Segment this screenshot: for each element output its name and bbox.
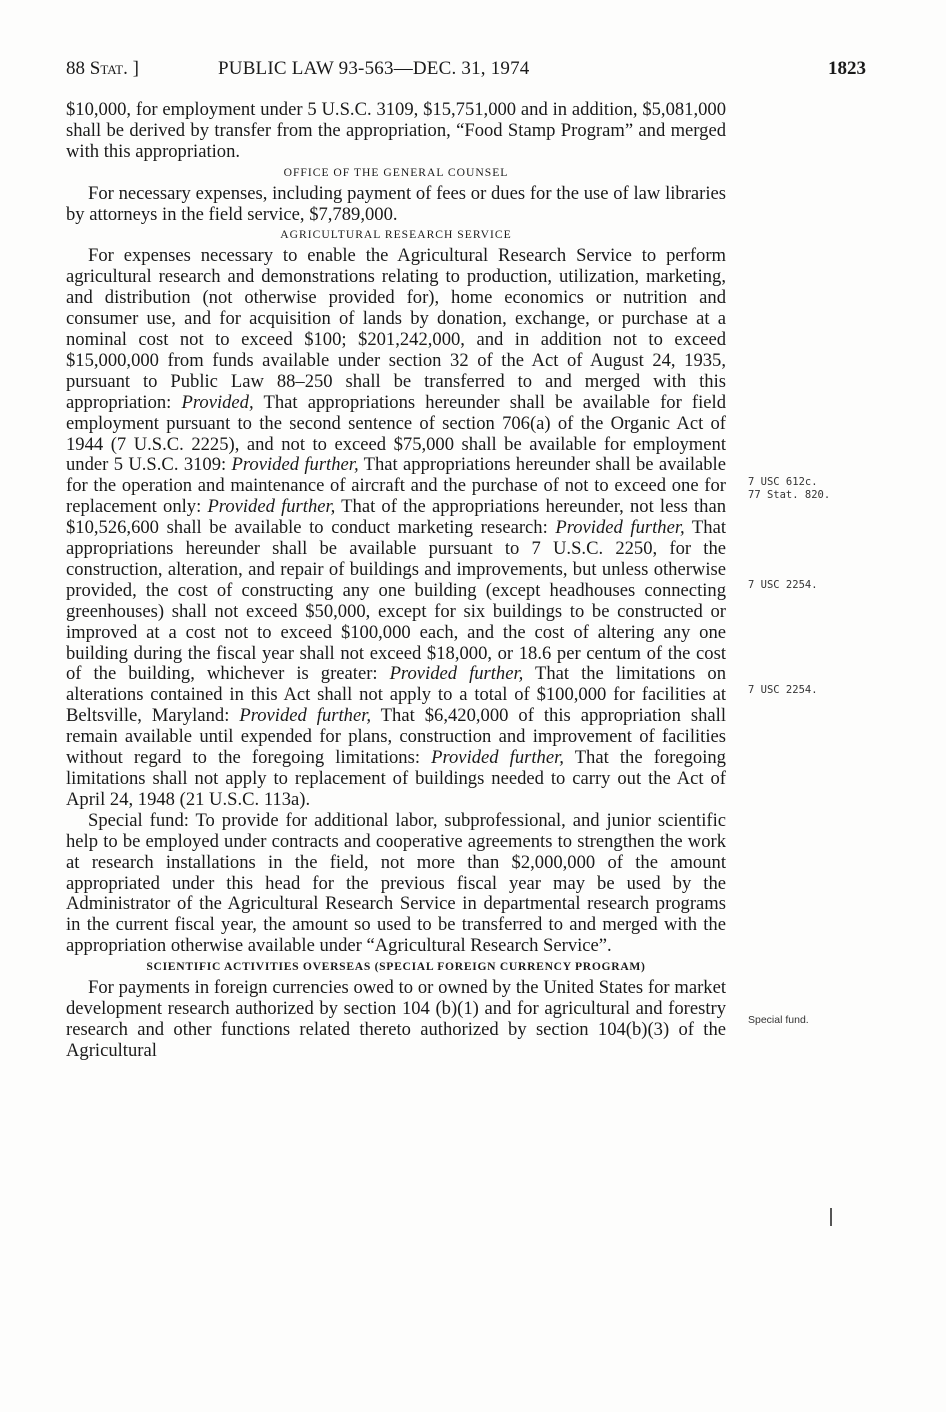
- page-number: 1823: [828, 58, 866, 79]
- margin-note-special-fund: Special fund.: [748, 1014, 809, 1026]
- paragraph-agricultural-research: [66, 246, 726, 810]
- margin-note-line: 7 USC 612c.: [748, 476, 818, 488]
- law-title: PUBLIC LAW 93-563—DEC. 31, 1974: [218, 58, 530, 79]
- text-run: That appropriations hereunder shall be available for field employment pursuant to the second sentence of section 706(a) of the Organic Act of 1944 (7 U.S.C. 2225), and not to exceed $75,000 shall be available for employment under 5 U.S.C. 3109:: [66, 391, 727, 476]
- statute-reference: 88 Stat. ]: [66, 58, 139, 79]
- margin-note-usc-2254: 7 USC 2254.: [748, 579, 818, 591]
- paragraph-general-counsel: For necessary expenses, including payment of fees or dues for the use of law libraries by attorneys in the field service, $7,789,000.: [66, 182, 726, 225]
- proviso-italic: Provided further,: [239, 705, 372, 727]
- paragraph-scientific-activities: For payments in foreign currencies owed to or owned by the United States for market development research authorized by section 104 (b)(1) and for agricultural and forestry research and other functions related thereto authorized by section 104(b)(3) of the Agricultural: [66, 977, 726, 1061]
- margin-note-usc-612c: [748, 476, 830, 502]
- print-mark: [830, 1208, 832, 1226]
- text-run: For expenses necessary to enable the Agricultural Research Service to perform agricultural research and demonstrations relating to production, utilization, marketing, and distribution (not otherwise provided for), home economics or nutrition and consumer use, and for acquisition of lands by donation, exchange, or purchase at a nominal cost not to exceed $100; $201,242,000, and in addition not to exceed $15,000,000 from funds available under section 32 of the Act of August 24, 1935, pursuant to Public Law 88–250 shall be transferred to and merged with this appropriation:: [66, 245, 726, 413]
- text-run: That $6,420,000 of this appropriation shall remain available until expended for plans, construction and improvement of facilities without regard to the foregoing limitations:: [66, 705, 726, 769]
- text-run: That appropriations hereunder shall be available for the operation and maintenance of aircraft and the purchase of not to exceed one for replacement only:: [66, 454, 726, 518]
- proviso-italic: Provided further,: [389, 663, 524, 685]
- text-run: That of the appropriations hereunder, not less than $10,526,600 shall be available to conduct marketing research:: [66, 496, 726, 539]
- body-text: [66, 100, 726, 1062]
- margin-note-line: 77 Stat. 820.: [748, 489, 831, 501]
- text-run: That appropriations hereunder shall be available pursuant to 7 U.S.C. 2250, for the construction, alteration, and repair of buildings and improvements, but unless otherwise provided, the cost of constructing any one building (except headhouses connecting greenhouses) shall not exceed $50,000, except for six buildings to be constructed or improved at a cost not to exceed $100,000 each, and the cost of altering any one building during the fiscal year shall not exceed $18,000, or 18.6 per centum of the cost of the building, whichever is greater:: [66, 517, 726, 685]
- proviso-italic: Provided further,: [207, 496, 336, 518]
- margin-note-usc-2254-second: 7 USC 2254.: [748, 684, 818, 696]
- text-run: That the limitations on alterations contained in this Act shall not apply to a total of $100,000 for facilities at Beltsville, Maryland:: [66, 663, 726, 727]
- running-head: [66, 58, 866, 84]
- proviso-italic: Provided further,: [231, 454, 359, 476]
- section-heading-general-counsel: OFFICE OF THE GENERAL COUNSEL: [283, 165, 509, 179]
- proviso-italic: Provided further,: [555, 517, 685, 539]
- text-run: That the foregoing limitations shall not apply to replacement of buildings needed to carry out the Act of April 24, 1948 (21 U.S.C. 113a).: [66, 747, 726, 810]
- paragraph-continued: $10,000, for employment under 5 U.S.C. 3109, $15,751,000 and in addition, $5,081,000 shall be derived by transfer from the appropriation, “Food Stamp Program” and merged with this appropriation.: [66, 99, 726, 162]
- section-heading-scientific-activities: SCIENTIFIC ACTIVITIES OVERSEAS (SPECIAL FOREIGN CURRENCY PROGRAM): [146, 960, 646, 974]
- proviso-italic: Provided,: [181, 391, 254, 413]
- paragraph-special-fund: Special fund: To provide for additional labor, subprofessional, and junior scientific help to be employed under contracts and cooperative agreements to strengthen the work at research installations in the field, not more than $2,000,000 of the amount appropriated under this head for the previous fiscal year may be used by the Administrator of the Agricultural Research Service in departmental research programs in the current fiscal year, the amount so used to be transferred to and merged with the appropriation otherwise available under “Agricultural Research Service”.: [66, 809, 726, 957]
- section-heading-agricultural-research: AGRICULTURAL RESEARCH SERVICE: [280, 228, 512, 242]
- proviso-italic: Provided further,: [431, 747, 564, 769]
